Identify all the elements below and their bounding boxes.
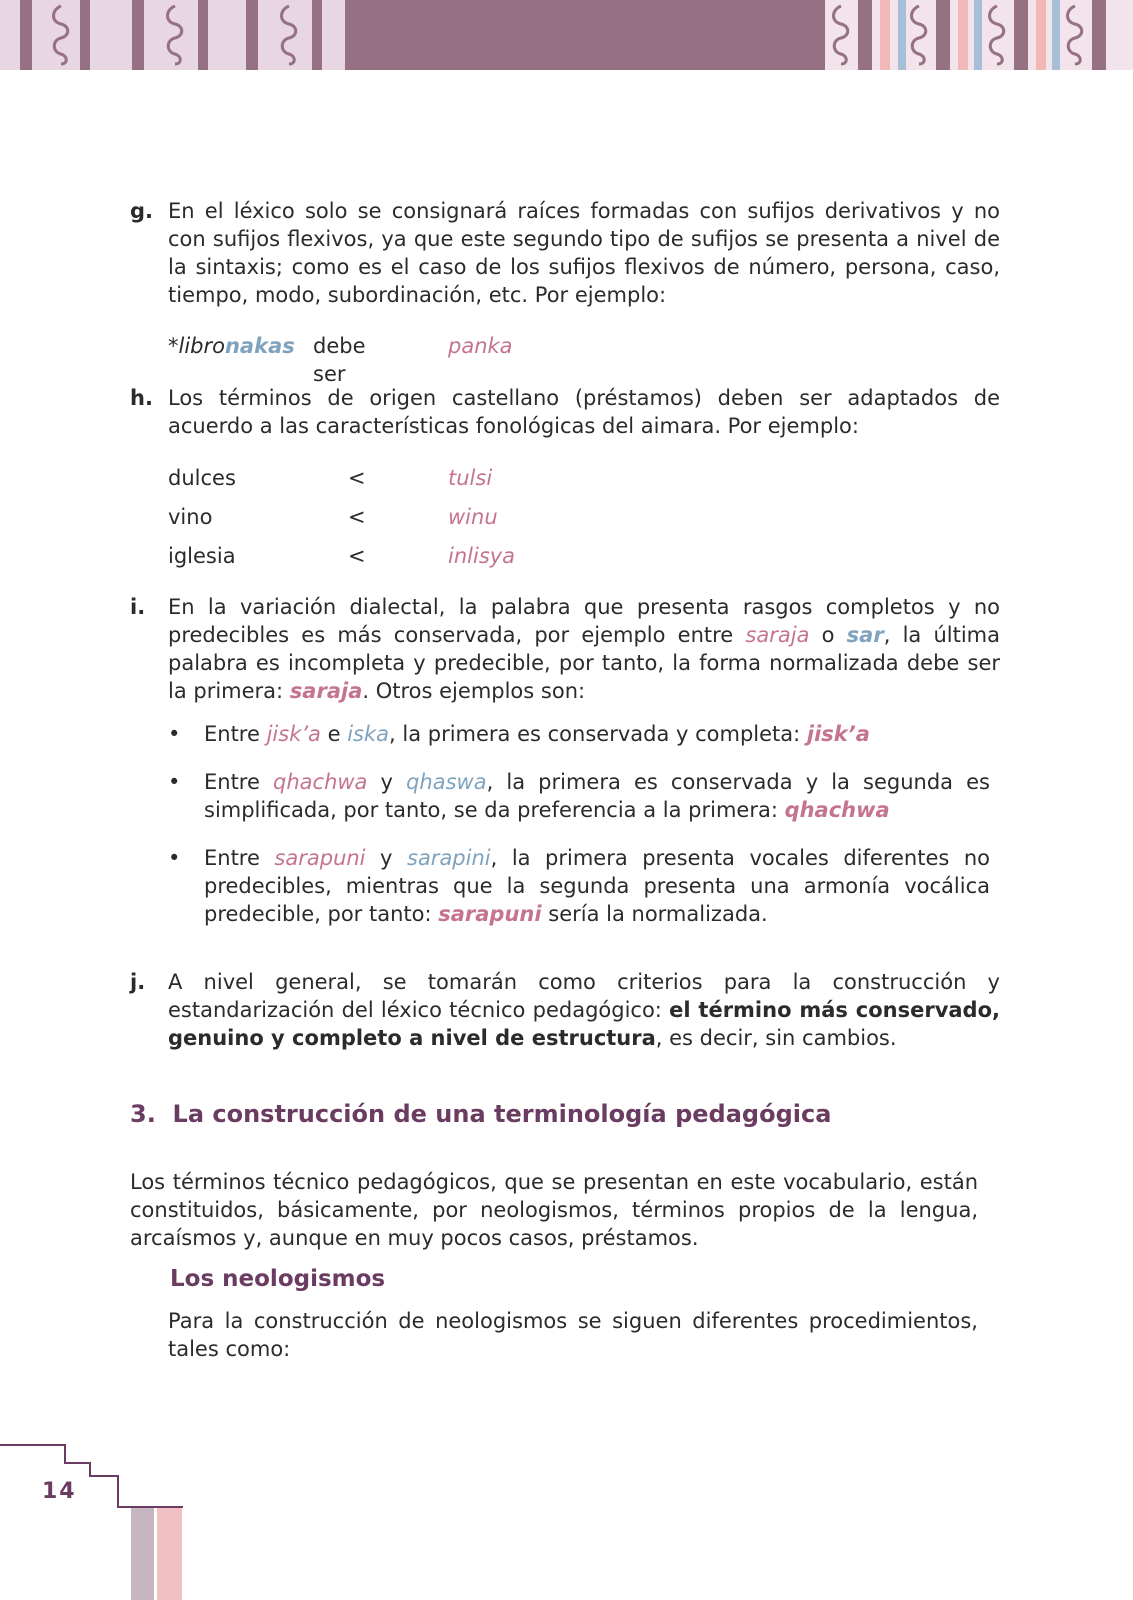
term-normalized: jisk’a [806,722,870,746]
item-label: g. [130,199,154,223]
text-run: Entre [204,770,274,794]
term-normalized: saraja [289,679,363,703]
bullet-marker: • [168,722,181,746]
term-conserved: jisk’a [266,722,321,746]
item-text [168,968,1000,1052]
item-label: i. [130,595,146,619]
band-stripe [1052,0,1060,70]
band-stripe [132,0,144,70]
list-item-text [204,844,990,928]
header-decoration-band [0,0,1133,70]
text-run: . Otros ejemplos son: [362,679,586,703]
example-root: *libro [168,334,225,358]
text-run: o [809,623,847,647]
item-text [168,593,1000,705]
text-run: , la primera presenta vocales diferentes no predecibles, mientras que la segunda presenta una armonía vocálica predecible, por tanto: [204,846,990,926]
list-item-text [204,768,990,824]
band-stripe [80,0,90,70]
band-stripe [20,0,32,70]
text-run: e [320,722,348,746]
aymara-word: tulsi [448,466,493,490]
term-variant: sarapini [407,846,491,870]
text-run: , la primera es conservada y completa: [389,722,807,746]
spiral-motif-icon [162,2,188,68]
list-item [168,844,990,928]
term-normalized: qhachwa [784,798,890,822]
band-stripe [858,0,872,70]
item-g [130,197,1000,309]
derivation-sign: < [348,544,366,568]
text-run: A nivel general, se tomarán como criterios para la construcción y estandarización del léxico técnico pedagógico: [168,970,1000,1022]
item-label: h. [130,386,153,410]
text-run: y [367,770,407,794]
item-i [130,593,1000,705]
spanish-word: vino [168,505,213,529]
term-conserved: qhachwa [273,770,368,794]
text-run: , es decir, sin cambios. [655,1026,897,1050]
spiral-motif-icon [1062,2,1088,68]
section-heading: 3. La construcción de una terminología pedagógica [130,1100,832,1128]
footer-step-decoration [0,1440,200,1600]
band-stripe [1014,0,1028,70]
spanish-word: dulces [168,466,236,490]
text-run: Entre [204,846,275,870]
aymara-word: inlisya [448,544,516,568]
item-h [130,384,1000,440]
band-stripe [1036,0,1046,70]
band-stripe [974,0,982,70]
spanish-word: iglesia [168,544,236,568]
text-run: En la variación dialectal, la palabra que presenta rasgos completos y no predecibles es más conservada, por ejemplo entre [168,595,1000,647]
term-normalized: sarapuni [438,902,542,926]
band-stripe [898,0,906,70]
list-item [168,768,990,824]
term-conserved: sarapuni [274,846,366,870]
spiral-motif-icon [48,2,74,68]
item-text: En el léxico solo se consignará raíces formadas con sufijos derivativos y no con sufijos flexivos, ya que este segundo tipo de sufijos se presenta a nivel de la sintaxis; como es el caso de los sufijos flexivos de número, persona, caso, tiempo, modo, subordinación, etc. Por ejemplo: [168,199,1000,307]
bullet-marker: • [168,770,181,794]
derivation-sign: < [348,466,366,490]
spiral-motif-icon [828,2,854,68]
term-conserved: saraja [745,623,810,647]
term-variant: sar [846,623,884,647]
text-run: , la última palabra es incompleta y predecible, por tanto, la forma normalizada debe ser la primera: [168,623,1000,703]
aymara-word: winu [448,505,498,529]
item-text: Los términos de origen castellano (préstamos) deben ser adaptados de acuerdo a las características fonológicas del aimara. Por ejemplo: [168,386,1000,438]
list-item-text [204,720,990,748]
band-stripe [936,0,950,70]
item-label: j. [130,970,146,994]
derivation-sign: < [348,505,366,529]
item-j [130,968,1000,1052]
subsection-paragraph: Para la construcción de neologismos se siguen diferentes procedimientos, tales como: [168,1309,978,1361]
band-stripe [1092,0,1106,70]
text-run: y [365,846,407,870]
band-stripe [246,0,258,70]
spiral-motif-icon [984,2,1010,68]
example-connector: debe ser [313,334,366,386]
term-variant: iska [347,722,390,746]
example-source [168,332,295,360]
band-center-block [345,0,825,70]
emphasis-text: el término más conservado, genuino y completo a nivel de estructura [168,998,1000,1050]
spiral-motif-icon [906,2,932,68]
text-run: , la primera es conservada y la segunda es simplificada, por tanto, se da preferencia a la primera: [204,770,990,822]
bullet-marker: • [168,846,181,870]
band-stripe [958,0,968,70]
spiral-motif-icon [276,2,302,68]
band-stripe [198,0,208,70]
band-stripe [312,0,322,70]
page-number: 14 [42,1479,77,1504]
text-run: sería la normalizada. [541,902,768,926]
example-suffix: nakas [224,334,295,358]
example-result: panka [448,334,513,358]
band-stripe [880,0,890,70]
list-item [168,720,990,748]
text-run: Entre [204,722,267,746]
term-variant: qhaswa [406,770,487,794]
section-paragraph: Los términos técnico pedagógicos, que se presentan en este vocabulario, están constituidos, básicamente, por neologismos, términos propios de la lengua, arcaísmos y, aunque en muy pocos casos, préstamos. [130,1170,978,1250]
subsection-heading: Los neologismos [170,1266,386,1292]
